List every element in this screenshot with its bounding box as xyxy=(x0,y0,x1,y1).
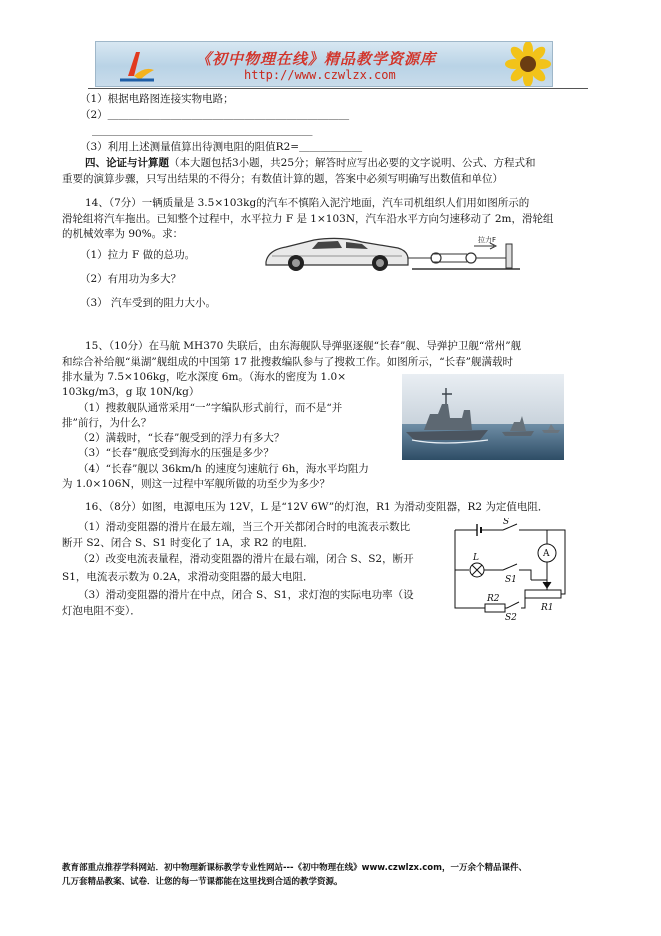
warship-photo xyxy=(402,374,564,460)
q15-line1: 15、（10分）在马航 MH370 失联后，由东海舰队导弹驱逐舰“长春”舰、导弹护卫舰“常州”舰 xyxy=(85,340,522,352)
q15-sub1a: （1）搜救舰队通常采用“一”字编队形式前行，而不是“并 xyxy=(78,402,343,414)
site-logo-icon xyxy=(114,46,158,84)
header-banner xyxy=(95,41,553,87)
label-r2: R2 xyxy=(487,594,500,604)
s3-item1: （1）根据电路图连接实物电路； xyxy=(80,93,234,105)
s4-intro-1: （本大题包括3小题，共25分；解答时应写出必要的文字说明、公式、方程式和 xyxy=(169,157,536,169)
label-r1: R1 xyxy=(541,603,554,613)
q16-sub1a: （1）滑动变阻器的滑片在最左端，当三个开关都闭合时的电流表示数比 xyxy=(78,521,411,533)
q14-sub2: （2）有用功为多大？ xyxy=(80,273,182,285)
q16-sub2b: S1，电流表示数为 0.2A，求滑动变阻器的最大电阻． xyxy=(62,571,314,583)
s4-heading-line1 xyxy=(85,156,536,170)
label-s: S xyxy=(503,518,510,527)
car-pulley-figure xyxy=(262,232,524,274)
label-s2: S2 xyxy=(505,613,517,622)
q16-sub1b: 断开 S2、闭合 S、S1 时变化了 1A，求 R2 的电阻． xyxy=(62,537,314,549)
banner-url: http://www.czwlzx.com xyxy=(244,68,396,82)
s3-item3: （3）利用上述测量值算出待测电阻的阻值R2=＿＿＿＿＿＿ xyxy=(80,141,363,153)
q15-sub4a: （4）“长春”舰以 36km/h 的速度匀速航行 6h，海水平均阻力 xyxy=(78,463,369,475)
q14-sub1: （1）拉力 F 做的总功。 xyxy=(80,249,196,261)
q16-sub2a: （2）改变电流表量程，滑动变阻器的滑片在最右端，闭合 S、S2，断开 xyxy=(78,553,414,565)
q16-line1: 16、（8分）如图，电源电压为 12V，L 是“12V 6W”的灯泡，R1 为滑动变阻器，R2 为定值电阻． xyxy=(85,501,549,513)
q15-line2: 和综合补给舰“巢湖”舰组成的中国第 17 批搜救编队参与了搜救工作。如图所示，“长春”舰满载时 xyxy=(62,356,514,368)
q15-sub4b: 为 1.0×106N，则这一过程中军舰所做的功至少为多少？ xyxy=(62,478,331,490)
s3-item2-a: （2）＿＿＿＿＿＿＿＿＿＿＿＿＿＿＿＿＿＿＿＿＿＿＿ xyxy=(80,109,350,121)
s4-intro-2: 重要的演算步骤，只写出结果的不得分；有数值计算的题，答案中必须写明确写出数值和单位） xyxy=(62,173,503,185)
q15-sub1b: 排”前行，为什么？ xyxy=(62,417,152,429)
label-s1: S1 xyxy=(505,575,517,585)
q16-sub3b: 灯泡电阻不变）． xyxy=(62,605,141,617)
s4-title: 四、论证与计算题 xyxy=(85,157,169,169)
q14-line1: 14、（7分）一辆质量是 3.5×103kg的汽车不慎陷入泥泞地面，汽车司机组织人们用如图所示的 xyxy=(85,197,530,209)
q15-sub3: （3）“长春”舰底受到海水的压强是多少？ xyxy=(78,447,274,459)
circuit-diagram xyxy=(447,518,571,622)
banner-title: 《初中物理在线》精品教学资源库 xyxy=(196,50,437,68)
s3-item2-b: ＿＿＿＿＿＿＿＿＿＿＿＿＿＿＿＿＿＿＿＿＿ xyxy=(92,125,313,137)
q15-sub2: （2）满载时，“长春”舰受到的浮力有多大？ xyxy=(78,432,285,444)
q15-line4: 103kg/m3，g 取 10N/kg） xyxy=(62,386,200,398)
q14-line3: 的机械效率为 90%。求： xyxy=(62,228,184,240)
q16-sub3a: （3）滑动变阻器的滑片在中点，闭合 S、S1，求灯泡的实际电功率（设 xyxy=(78,589,414,601)
q14-sub3: （3） 汽车受到的阻力大小。 xyxy=(80,297,217,309)
sunflower-icon xyxy=(498,42,553,87)
label-l: L xyxy=(473,553,479,563)
q14-line2: 滑轮组将汽车拖出。已知整个过程中，水平拉力 F 是 1×103N，汽车沿水平方向匀速移动了 2m，滑轮组 xyxy=(62,213,554,225)
force-label: 拉力F xyxy=(478,236,497,244)
footer-line2: 几万套精品教案、试卷．让您的每一节课都能在这里找到合适的教学资源。 xyxy=(62,877,343,887)
q15-line3: 排水量为 7.5×106kg，吃水深度 6m。（海水的密度为 1.0× xyxy=(62,371,347,383)
header-rule xyxy=(88,88,588,89)
footer-line1: 教育部重点推荐学科网站．初中物理新课标教学专业性网站---《初中物理在线》www.czwlzx.com，一万余个精品课件、 xyxy=(62,863,527,873)
label-a: A xyxy=(543,549,550,559)
